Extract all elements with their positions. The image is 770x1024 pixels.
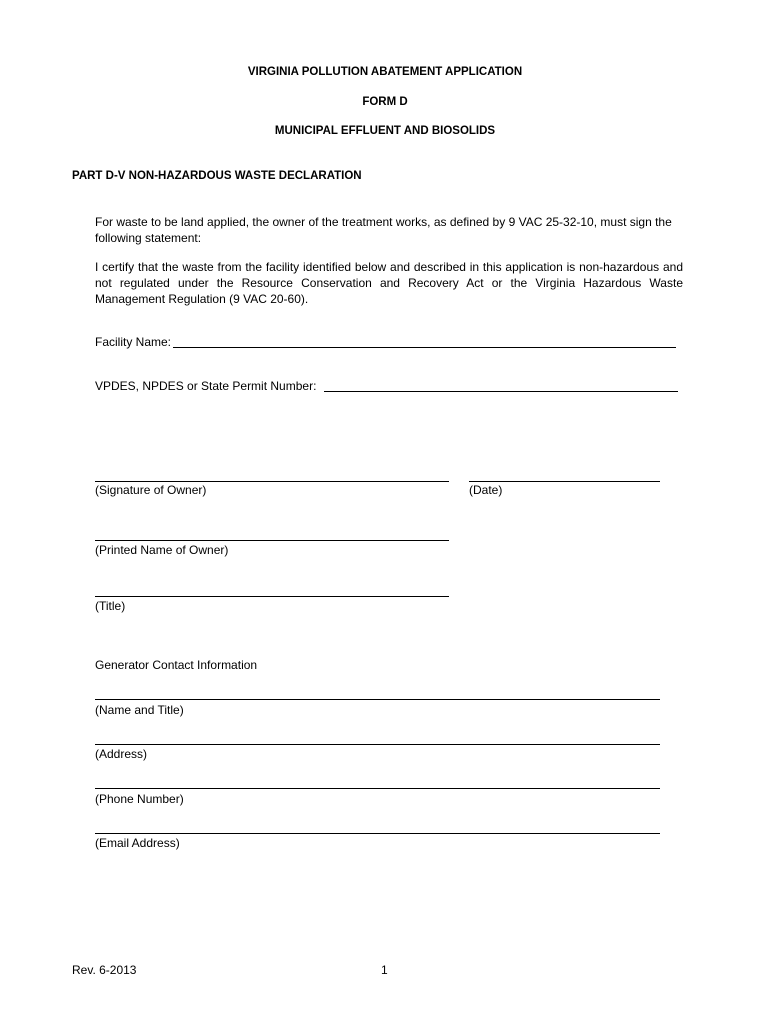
generator-address-field[interactable]	[95, 744, 660, 745]
header-line-1: VIRGINIA POLLUTION ABATEMENT APPLICATION	[247, 66, 523, 78]
generator-phone-field[interactable]	[95, 788, 660, 789]
permit-number-field[interactable]	[324, 391, 678, 392]
facility-name-label: Facility Name:	[95, 335, 172, 349]
footer-revision: Rev. 6-2013	[72, 963, 137, 977]
printed-name-field[interactable]	[95, 540, 449, 541]
generator-email-label: (Email Address)	[95, 836, 180, 850]
title-label: (Title)	[95, 599, 126, 613]
footer-page-number: 1	[381, 963, 388, 977]
generator-address-label: (Address)	[95, 747, 148, 761]
printed-name-label: (Printed Name of Owner)	[95, 543, 229, 557]
date-field[interactable]	[469, 481, 660, 482]
date-label: (Date)	[469, 483, 503, 497]
generator-phone-label: (Phone Number)	[95, 792, 184, 806]
generator-email-field[interactable]	[95, 833, 660, 834]
certify-paragraph: I certify that the waste from the facility identified below and described in this application is non-hazardous and not regulated under the Resource Conservation and Recovery Act or the Virginia Hazardous Waste Management Regulation (9 VAC 20-60).	[95, 260, 683, 306]
generator-name-title-field[interactable]	[95, 699, 660, 700]
facility-name-field[interactable]	[173, 347, 676, 348]
title-field[interactable]	[95, 596, 449, 597]
part-title: PART D-V NON-HAZARDOUS WASTE DECLARATION	[72, 170, 362, 182]
owner-signature-field[interactable]	[95, 481, 449, 482]
permit-number-label: VPDES, NPDES or State Permit Number:	[95, 379, 317, 393]
header-line-2: FORM D	[362, 96, 408, 108]
generator-heading: Generator Contact Information	[95, 658, 258, 672]
generator-name-title-label: (Name and Title)	[95, 703, 184, 717]
header-line-3: MUNICIPAL EFFLUENT AND BIOSOLIDS	[274, 125, 496, 137]
owner-signature-label: (Signature of Owner)	[95, 483, 207, 497]
intro-paragraph: For waste to be land applied, the owner of the treatment works, as defined by 9 VAC 25-32-10, must sign the following statement:	[95, 215, 672, 245]
